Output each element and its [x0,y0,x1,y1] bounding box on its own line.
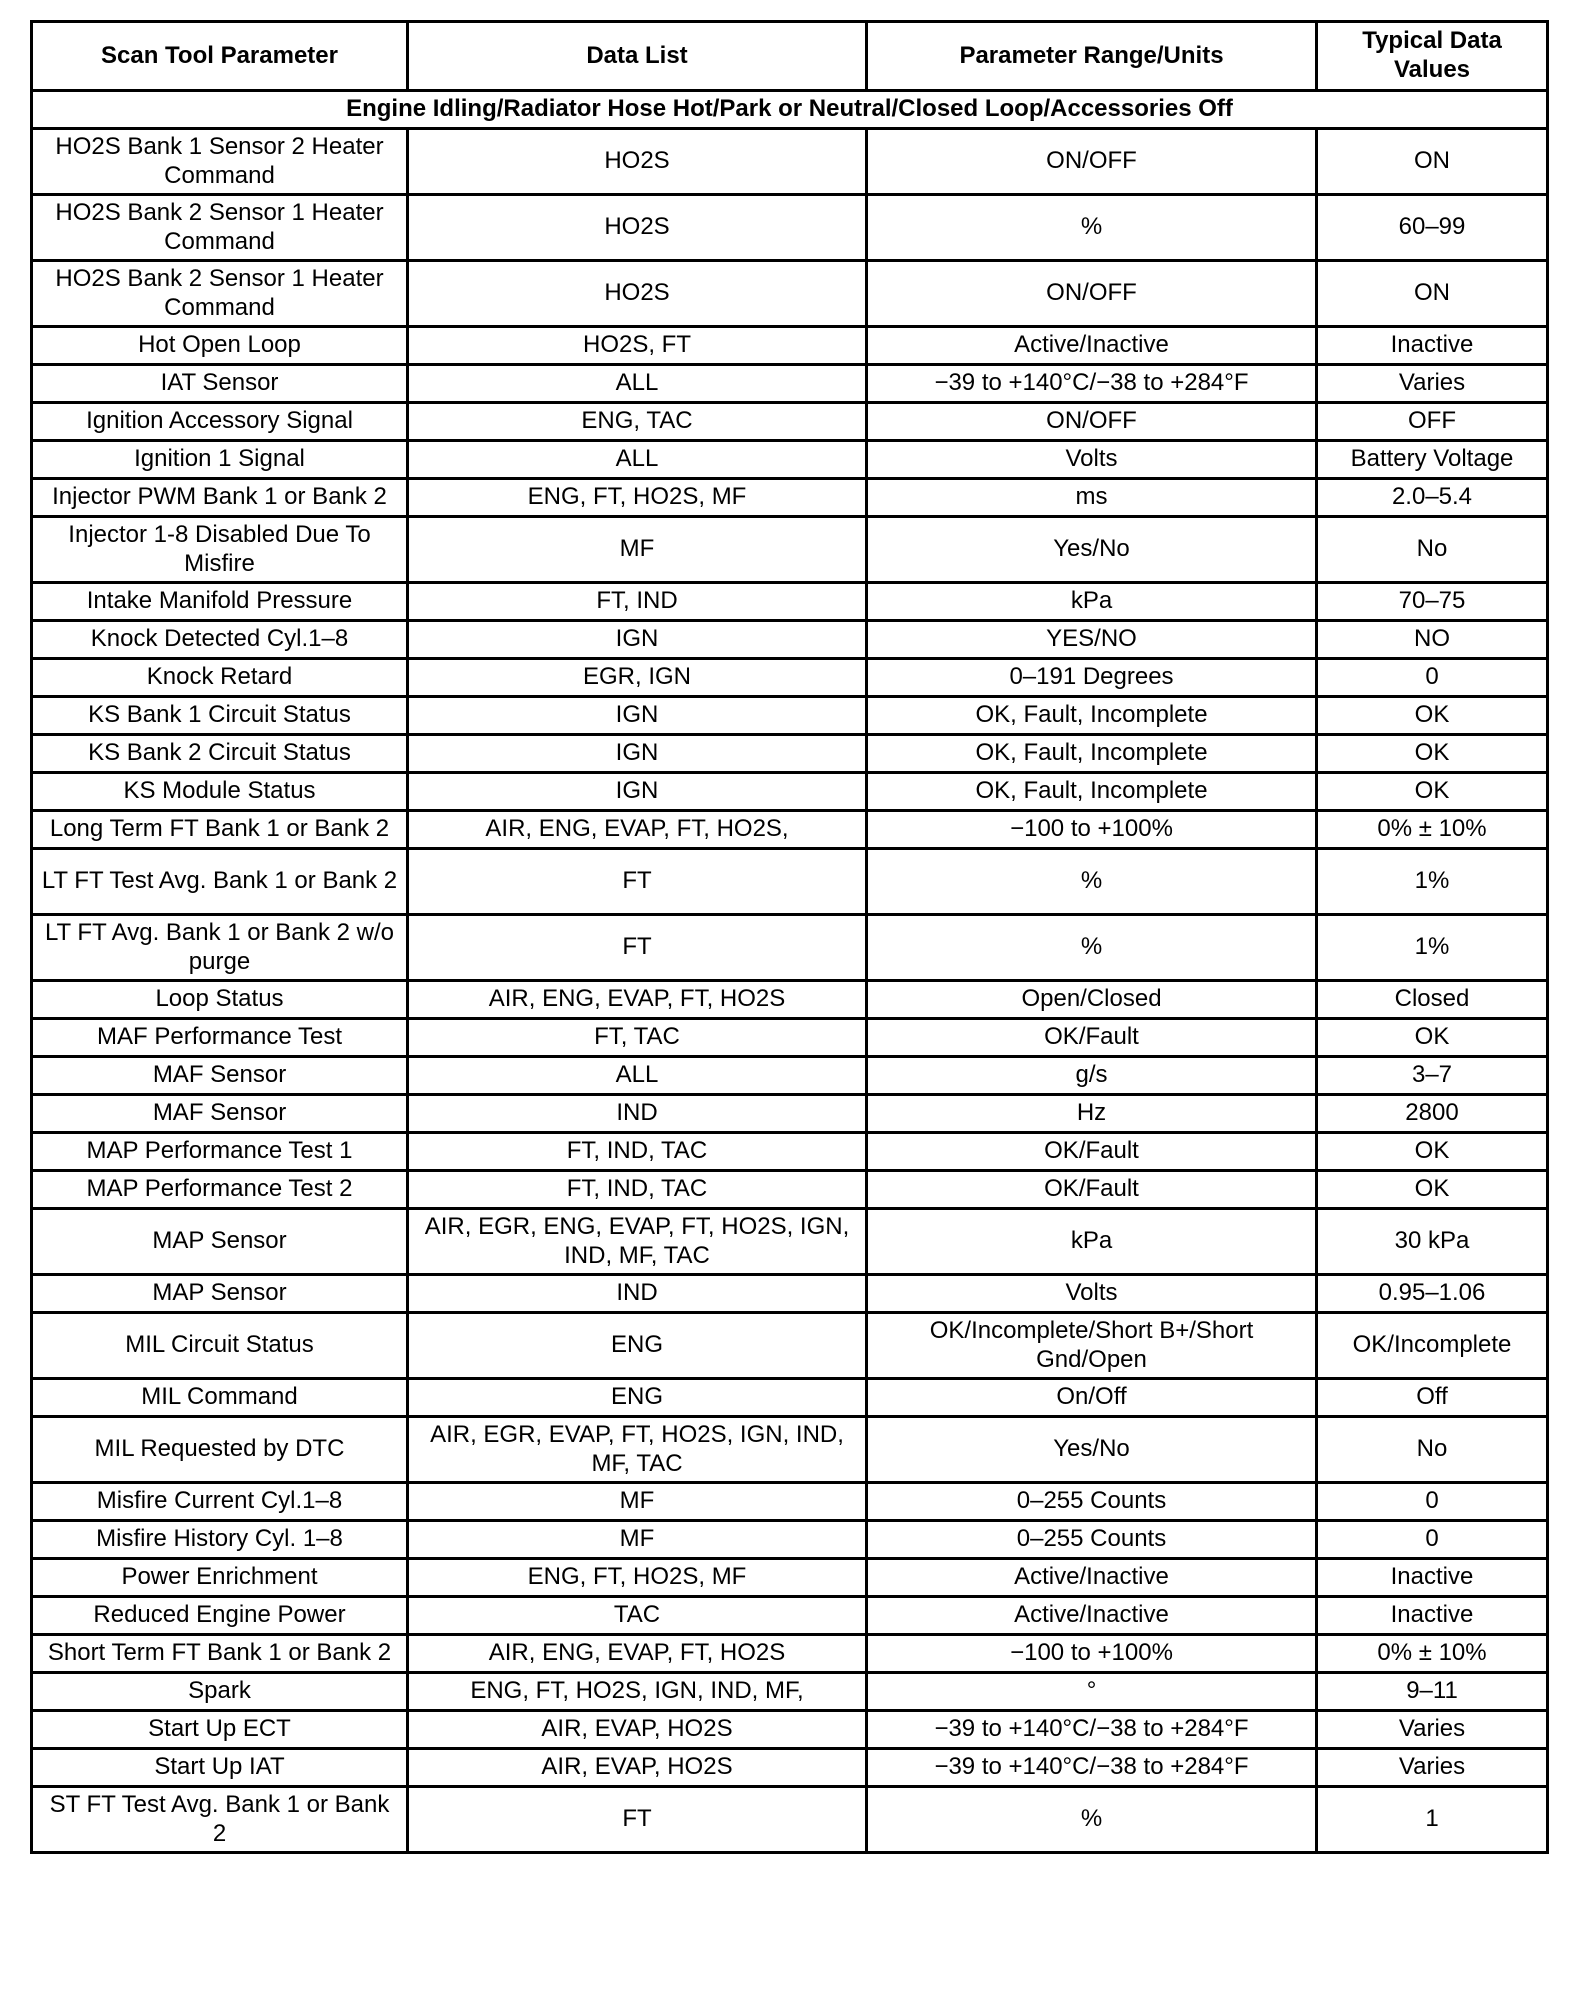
cell-typical-value: OK [1317,773,1548,811]
cell-parameter-range: Hz [867,1095,1317,1133]
cell-scan-tool-parameter: KS Bank 2 Circuit Status [32,735,408,773]
cell-typical-value: OK/Incomplete [1317,1313,1548,1379]
table-row [32,1019,1548,1057]
cell-scan-tool-parameter: MAF Performance Test [32,1019,408,1057]
cell-data-list: HO2S [408,195,867,261]
cell-data-list: FT, IND [408,583,867,621]
header-parameter-range-units: Parameter Range/Units [867,22,1317,91]
cell-parameter-range: −100 to +100% [867,1635,1317,1673]
table-row [32,735,1548,773]
table-row [32,697,1548,735]
table-row [32,441,1548,479]
cell-data-list: EGR, IGN [408,659,867,697]
cell-parameter-range: Active/Inactive [867,327,1317,365]
table-row [32,1673,1548,1711]
table-row [32,621,1548,659]
cell-scan-tool-parameter: Injector PWM Bank 1 or Bank 2 [32,479,408,517]
cell-scan-tool-parameter: LT FT Avg. Bank 1 or Bank 2 w/o purge [32,915,408,981]
cell-parameter-range: % [867,195,1317,261]
cell-scan-tool-parameter: Loop Status [32,981,408,1019]
cell-typical-value: 2800 [1317,1095,1548,1133]
cell-parameter-range: ON/OFF [867,261,1317,327]
cell-scan-tool-parameter: HO2S Bank 1 Sensor 2 Heater Command [32,129,408,195]
cell-typical-value: OK [1317,1019,1548,1057]
cell-data-list: IGN [408,697,867,735]
cell-data-list: ENG, TAC [408,403,867,441]
table-row [32,1209,1548,1275]
cell-parameter-range: 0–191 Degrees [867,659,1317,697]
cell-parameter-range: OK/Fault [867,1171,1317,1209]
cell-parameter-range: OK, Fault, Incomplete [867,735,1317,773]
cell-scan-tool-parameter: MIL Command [32,1379,408,1417]
cell-parameter-range: % [867,915,1317,981]
header-typical-data-values: Typical Data Values [1317,22,1548,91]
table-row [32,659,1548,697]
cell-parameter-range: −39 to +140°C/−38 to +284°F [867,1711,1317,1749]
table-row [32,1521,1548,1559]
cell-scan-tool-parameter: MAF Sensor [32,1057,408,1095]
cell-scan-tool-parameter: Misfire History Cyl. 1–8 [32,1521,408,1559]
cell-scan-tool-parameter: LT FT Test Avg. Bank 1 or Bank 2 [32,849,408,915]
cell-parameter-range: On/Off [867,1379,1317,1417]
cell-data-list: FT, TAC [408,1019,867,1057]
cell-parameter-range: g/s [867,1057,1317,1095]
cell-typical-value: Inactive [1317,1559,1548,1597]
cell-data-list: ALL [408,1057,867,1095]
cell-data-list: AIR, ENG, EVAP, FT, HO2S [408,1635,867,1673]
cell-data-list: AIR, ENG, EVAP, FT, HO2S, [408,811,867,849]
table-row [32,773,1548,811]
cell-typical-value: No [1317,1417,1548,1483]
cell-typical-value: Varies [1317,365,1548,403]
cell-parameter-range: ON/OFF [867,403,1317,441]
cell-parameter-range: ° [867,1673,1317,1711]
cell-typical-value: 30 kPa [1317,1209,1548,1275]
cell-data-list: IND [408,1275,867,1313]
cell-typical-value: 2.0–5.4 [1317,479,1548,517]
cell-data-list: FT [408,915,867,981]
cell-data-list: MF [408,1521,867,1559]
cell-typical-value: 70–75 [1317,583,1548,621]
cell-scan-tool-parameter: HO2S Bank 2 Sensor 1 Heater Command [32,195,408,261]
cell-typical-value: 0% ± 10% [1317,1635,1548,1673]
cell-parameter-range: Volts [867,1275,1317,1313]
cell-scan-tool-parameter: MAP Performance Test 2 [32,1171,408,1209]
cell-scan-tool-parameter: KS Module Status [32,773,408,811]
table-body [32,91,1548,1853]
cell-typical-value: 3–7 [1317,1057,1548,1095]
cell-parameter-range: −100 to +100% [867,811,1317,849]
cell-typical-value: Battery Voltage [1317,441,1548,479]
table-row [32,811,1548,849]
cell-scan-tool-parameter: MAF Sensor [32,1095,408,1133]
table-row [32,1483,1548,1521]
cell-data-list: IGN [408,621,867,659]
table-row [32,129,1548,195]
cell-typical-value: Closed [1317,981,1548,1019]
cell-parameter-range: OK/Incomplete/Short B+/Short Gnd/Open [867,1313,1317,1379]
cell-typical-value: OK [1317,735,1548,773]
table-row [32,517,1548,583]
table-row [32,365,1548,403]
cell-parameter-range: 0–255 Counts [867,1483,1317,1521]
cell-scan-tool-parameter: MAP Sensor [32,1209,408,1275]
cell-data-list: IGN [408,735,867,773]
cell-typical-value: 9–11 [1317,1673,1548,1711]
cell-data-list: FT, IND, TAC [408,1171,867,1209]
scan-tool-data-table [30,20,1549,1854]
cell-data-list: FT, IND, TAC [408,1133,867,1171]
header-data-list: Data List [408,22,867,91]
cell-data-list: AIR, EVAP, HO2S [408,1749,867,1787]
table-row [32,1787,1548,1853]
table-row [32,1749,1548,1787]
cell-typical-value: OK [1317,697,1548,735]
cell-data-list: AIR, EVAP, HO2S [408,1711,867,1749]
cell-scan-tool-parameter: MIL Requested by DTC [32,1417,408,1483]
table-row [32,1275,1548,1313]
cell-data-list: ALL [408,365,867,403]
cell-typical-value: Inactive [1317,327,1548,365]
table-row [32,1313,1548,1379]
cell-typical-value: 1% [1317,849,1548,915]
cell-typical-value: 0.95–1.06 [1317,1275,1548,1313]
table-row [32,849,1548,915]
table-row [32,403,1548,441]
cell-data-list: ENG [408,1313,867,1379]
table-row [32,1559,1548,1597]
table-row [32,1711,1548,1749]
cell-parameter-range: Yes/No [867,517,1317,583]
cell-parameter-range: OK, Fault, Incomplete [867,773,1317,811]
table-row [32,327,1548,365]
cell-data-list: MF [408,1483,867,1521]
cell-data-list: ENG [408,1379,867,1417]
table-row [32,1597,1548,1635]
table-row [32,1095,1548,1133]
cell-typical-value: Varies [1317,1749,1548,1787]
cell-data-list: ENG, FT, HO2S, IGN, IND, MF, [408,1673,867,1711]
cell-scan-tool-parameter: Hot Open Loop [32,327,408,365]
cell-data-list: FT [408,1787,867,1853]
cell-typical-value: 0 [1317,659,1548,697]
cell-parameter-range: Volts [867,441,1317,479]
table-row [32,261,1548,327]
cell-typical-value: 0% ± 10% [1317,811,1548,849]
header-scan-tool-parameter: Scan Tool Parameter [32,22,408,91]
cell-data-list: AIR, ENG, EVAP, FT, HO2S [408,981,867,1019]
section-title: Engine Idling/Radiator Hose Hot/Park or Neutral/Closed Loop/Accessories Off [32,91,1548,129]
cell-parameter-range: kPa [867,583,1317,621]
cell-scan-tool-parameter: MAP Performance Test 1 [32,1133,408,1171]
cell-parameter-range: −39 to +140°C/−38 to +284°F [867,365,1317,403]
cell-typical-value: 1% [1317,915,1548,981]
cell-data-list: ENG, FT, HO2S, MF [408,1559,867,1597]
cell-data-list: HO2S, FT [408,327,867,365]
section-row [32,91,1548,129]
cell-typical-value: ON [1317,129,1548,195]
cell-scan-tool-parameter: ST FT Test Avg. Bank 1 or Bank 2 [32,1787,408,1853]
cell-parameter-range: OK/Fault [867,1019,1317,1057]
cell-typical-value: 1 [1317,1787,1548,1853]
cell-parameter-range: Yes/No [867,1417,1317,1483]
cell-scan-tool-parameter: Spark [32,1673,408,1711]
cell-data-list: ENG, FT, HO2S, MF [408,479,867,517]
cell-scan-tool-parameter: MAP Sensor [32,1275,408,1313]
cell-parameter-range: % [867,849,1317,915]
document-page [30,20,1546,1854]
cell-data-list: MF [408,517,867,583]
cell-data-list: AIR, EGR, EVAP, FT, HO2S, IGN, IND, MF, TAC [408,1417,867,1483]
cell-parameter-range: Active/Inactive [867,1559,1317,1597]
cell-typical-value: Inactive [1317,1597,1548,1635]
table-row [32,1133,1548,1171]
cell-typical-value: 0 [1317,1483,1548,1521]
header-row [32,22,1548,91]
cell-scan-tool-parameter: IAT Sensor [32,365,408,403]
cell-typical-value: Off [1317,1379,1548,1417]
cell-typical-value: Varies [1317,1711,1548,1749]
cell-scan-tool-parameter: Start Up IAT [32,1749,408,1787]
cell-scan-tool-parameter: Power Enrichment [32,1559,408,1597]
table-row [32,915,1548,981]
cell-scan-tool-parameter: Knock Retard [32,659,408,697]
table-row [32,1635,1548,1673]
cell-scan-tool-parameter: MIL Circuit Status [32,1313,408,1379]
cell-typical-value: No [1317,517,1548,583]
cell-typical-value: ON [1317,261,1548,327]
cell-typical-value: 0 [1317,1521,1548,1559]
cell-data-list: TAC [408,1597,867,1635]
table-row [32,1417,1548,1483]
cell-scan-tool-parameter: Ignition 1 Signal [32,441,408,479]
cell-parameter-range: 0–255 Counts [867,1521,1317,1559]
cell-parameter-range: ON/OFF [867,129,1317,195]
cell-data-list: FT [408,849,867,915]
cell-scan-tool-parameter: HO2S Bank 2 Sensor 1 Heater Command [32,261,408,327]
cell-data-list: HO2S [408,261,867,327]
cell-data-list: IGN [408,773,867,811]
cell-parameter-range: YES/NO [867,621,1317,659]
cell-data-list: ALL [408,441,867,479]
cell-parameter-range: kPa [867,1209,1317,1275]
cell-typical-value: 60–99 [1317,195,1548,261]
cell-parameter-range: % [867,1787,1317,1853]
cell-scan-tool-parameter: Long Term FT Bank 1 or Bank 2 [32,811,408,849]
cell-scan-tool-parameter: Start Up ECT [32,1711,408,1749]
table-row [32,1057,1548,1095]
cell-scan-tool-parameter: Intake Manifold Pressure [32,583,408,621]
cell-scan-tool-parameter: Reduced Engine Power [32,1597,408,1635]
cell-parameter-range: OK/Fault [867,1133,1317,1171]
cell-parameter-range: Active/Inactive [867,1597,1317,1635]
cell-scan-tool-parameter: Misfire Current Cyl.1–8 [32,1483,408,1521]
table-row [32,981,1548,1019]
cell-parameter-range: ms [867,479,1317,517]
cell-data-list: HO2S [408,129,867,195]
cell-typical-value: OFF [1317,403,1548,441]
table-row [32,1171,1548,1209]
cell-scan-tool-parameter: Injector 1-8 Disabled Due To Misfire [32,517,408,583]
cell-data-list: AIR, EGR, ENG, EVAP, FT, HO2S, IGN, IND, MF, TAC [408,1209,867,1275]
cell-parameter-range: −39 to +140°C/−38 to +284°F [867,1749,1317,1787]
cell-data-list: IND [408,1095,867,1133]
cell-scan-tool-parameter: Ignition Accessory Signal [32,403,408,441]
cell-typical-value: OK [1317,1171,1548,1209]
cell-typical-value: OK [1317,1133,1548,1171]
cell-scan-tool-parameter: Knock Detected Cyl.1–8 [32,621,408,659]
table-row [32,1379,1548,1417]
table-row [32,479,1548,517]
cell-scan-tool-parameter: KS Bank 1 Circuit Status [32,697,408,735]
cell-parameter-range: Open/Closed [867,981,1317,1019]
cell-typical-value: NO [1317,621,1548,659]
cell-scan-tool-parameter: Short Term FT Bank 1 or Bank 2 [32,1635,408,1673]
table-row [32,195,1548,261]
cell-parameter-range: OK, Fault, Incomplete [867,697,1317,735]
table-row [32,583,1548,621]
